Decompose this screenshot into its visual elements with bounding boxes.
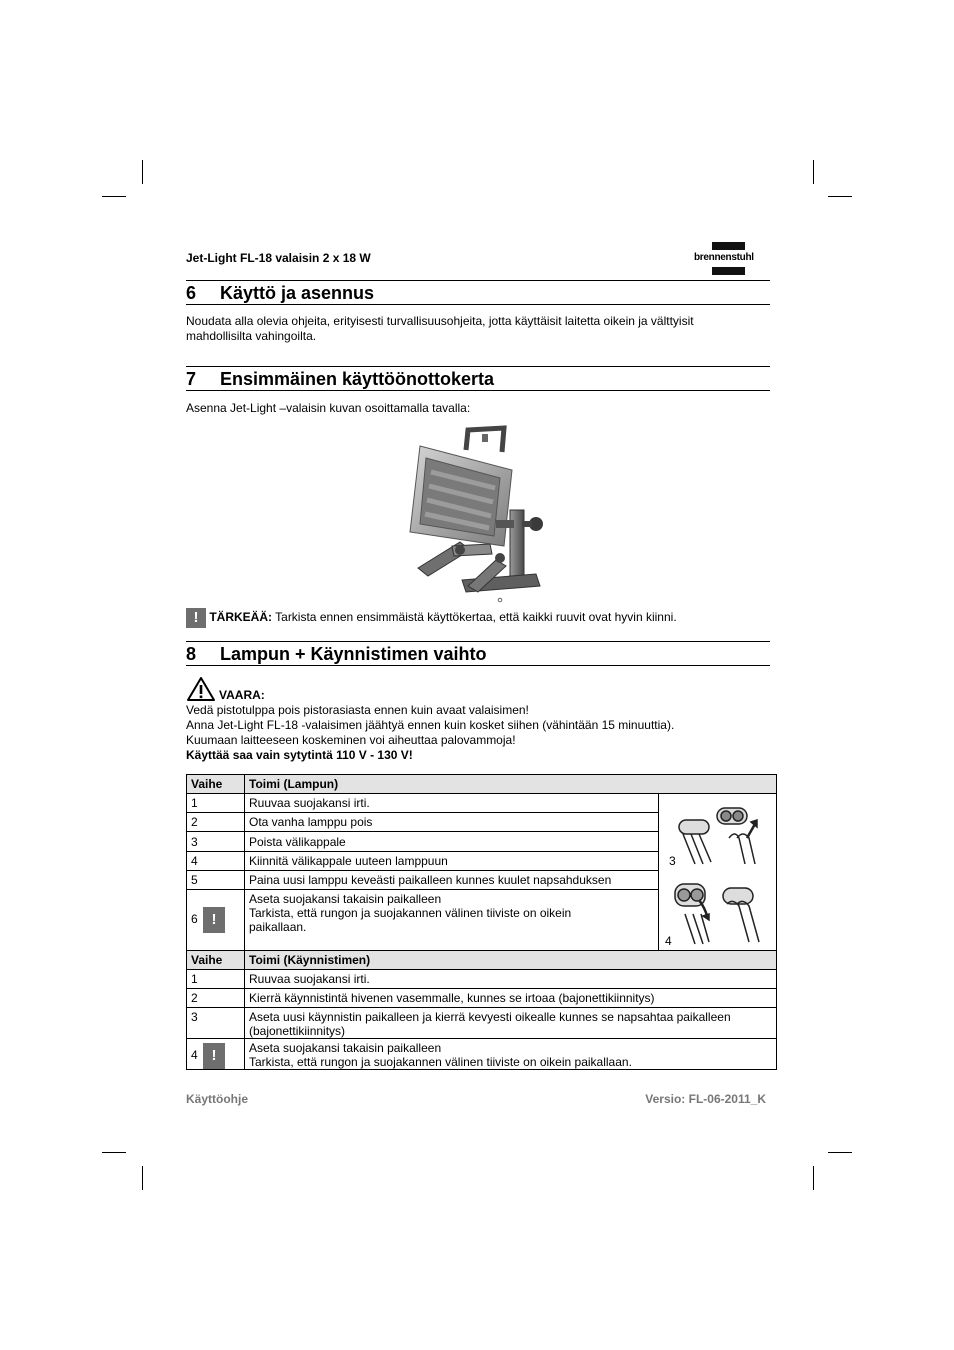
section-title: Käyttö ja asennus	[220, 283, 375, 303]
section-rule	[186, 304, 770, 305]
exclamation-icon: !	[203, 1043, 225, 1069]
exclamation-icon: !	[186, 608, 206, 628]
important-text: Tarkista ennen ensimmäistä käyttökertaa, että kaikki ruuvit ovat hyvin kiinni.	[275, 610, 677, 625]
crop-mark	[102, 1152, 126, 1153]
footer-left: Käyttöohje	[186, 1092, 249, 1106]
section-6-text: Noudata alla olevia ohjeita, erityisesti turvallisuusohjeita, jotta käyttäisit laitetta oikein ja välttyisit mahdollisilta vahingoilta.	[186, 314, 694, 343]
column-header-action: Toimi (Lampun)	[245, 775, 777, 794]
table-row: 2 Kierrä käynnistintä hivenen vasemmalle, kunnes se irtoaa (bajonettikiinnitys)	[187, 989, 777, 1008]
table-row: 3 Poista välikappale	[187, 832, 777, 851]
crop-mark	[102, 196, 126, 197]
section-rule	[186, 641, 770, 642]
table-row: 4 ! Aseta suojakansi takaisin paikalleen Tarkista, että rungon ja suojakannen välinen tiiviste on oikein paikallaan.	[187, 1039, 777, 1070]
important-note	[186, 608, 677, 628]
lamp-figure-cell	[659, 794, 777, 951]
section-number: 6	[186, 283, 197, 303]
figure-label: 4	[665, 934, 672, 948]
figure-label: 3	[669, 854, 676, 868]
floodlight-illustration	[400, 420, 552, 606]
installation-intro: Asenna Jet-Light –valaisin kuvan osoittamalla tavalla:	[186, 401, 471, 415]
table-row: 6 ! Aseta suojakansi takaisin paikalleen Tarkista, että rungon ja suojakannen välinen tiiviste on oikein paikallaan.	[187, 890, 777, 951]
crop-mark	[142, 160, 143, 184]
header-rule	[186, 280, 770, 281]
section-7-heading	[186, 369, 494, 390]
table-header-row	[187, 775, 777, 794]
section-8-heading	[186, 644, 487, 665]
warning-triangle-icon	[186, 676, 216, 702]
brand-logo-text: brennenstuhl	[694, 252, 754, 263]
table-row: 5 Paina uusi lamppu keveästi paikalleen kunnes kuulet napsahduksen	[187, 870, 777, 889]
column-header-step: Vaihe	[187, 951, 245, 970]
table-header-row	[187, 951, 777, 970]
section-rule	[186, 366, 770, 367]
section-title: Lampun + Käynnistimen vaihto	[220, 644, 487, 664]
section-6-heading	[186, 283, 374, 304]
table-row: 1 Ruuvaa suojakansi irti. 3 4	[187, 794, 777, 813]
crop-mark	[828, 196, 852, 197]
crop-mark	[813, 1166, 814, 1190]
lamp-replacement-illustration	[673, 802, 775, 948]
column-header-action: Toimi (Käynnistimen)	[245, 951, 777, 970]
warning-label: VAARA:	[219, 688, 265, 702]
warning-text: Vedä pistotulppa pois pistorasiasta ennen kuin avaat valaisimen! Anna Jet-Light FL-18 -valaisimen jäähtyä ennen kuin kosket siihen (vähintään 15 minuuttia). Kuumaan laitteeseen koskeminen voi aiheuttaa palovammoja! Käyttää saa vain sytytintä 110 V - 130 V!	[186, 703, 675, 762]
section-title: Ensimmäinen käyttöönottokerta	[220, 369, 495, 389]
section-number: 8	[186, 644, 197, 664]
crop-mark	[813, 160, 814, 184]
replacement-steps-table	[186, 774, 777, 1070]
section-rule	[186, 390, 770, 391]
crop-mark	[828, 1152, 852, 1153]
important-label: TÄRKEÄÄ:	[209, 610, 273, 625]
document-header-title: Jet-Light FL-18 valaisin 2 x 18 W	[186, 251, 371, 265]
footer-version: Versio: FL-06-2011_K	[645, 1092, 766, 1106]
section-number: 7	[186, 369, 197, 389]
brand-logo	[694, 242, 766, 278]
table-row: 3 Aseta uusi käynnistin paikalleen ja kierrä kevyesti oikealle kunnes se napsahtaa paikalleen (bajonettikiinnitys)	[187, 1008, 777, 1039]
table-row: 1 Ruuvaa suojakansi irti.	[187, 970, 777, 989]
exclamation-icon: !	[203, 907, 225, 933]
table-row: 4 Kiinnitä välikappale uuteen lamppuun	[187, 851, 777, 870]
table-row: 2 Ota vanha lamppu pois	[187, 813, 777, 832]
crop-mark	[142, 1166, 143, 1190]
column-header-step: Vaihe	[187, 775, 245, 794]
section-rule	[186, 665, 770, 666]
